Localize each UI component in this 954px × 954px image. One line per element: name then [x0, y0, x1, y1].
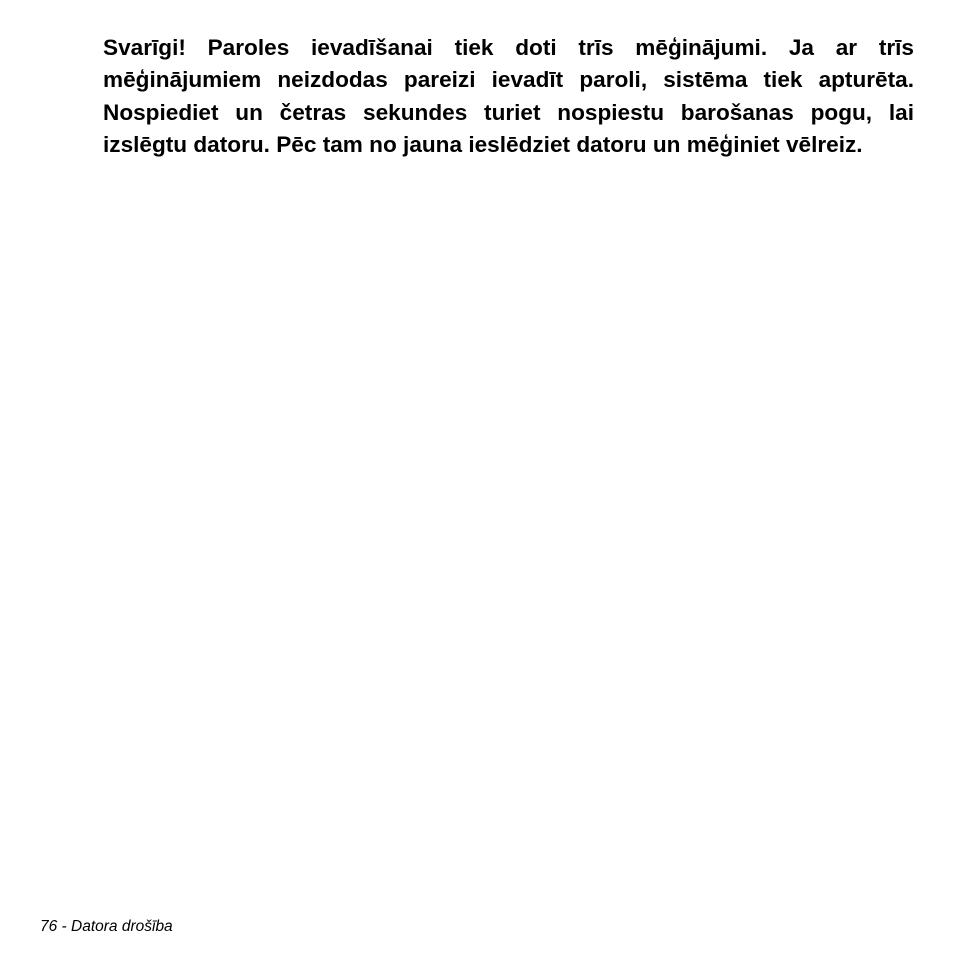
page-footer: 76 - Datora drošība [40, 918, 173, 935]
important-notice-paragraph: Svarīgi! Paroles ievadīšanai tiek doti trīs mēģinājumi. Ja ar trīs mēģinājumiem neizdodas pareizi ievadīt paroli, sistēma tiek apturēta. Nospiediet un četras sekundes turiet nospiestu barošanas pogu, lai izslēgtu datoru. Pēc tam no jauna ieslēdziet datoru un mēģiniet vēlreiz. [103, 35, 914, 157]
